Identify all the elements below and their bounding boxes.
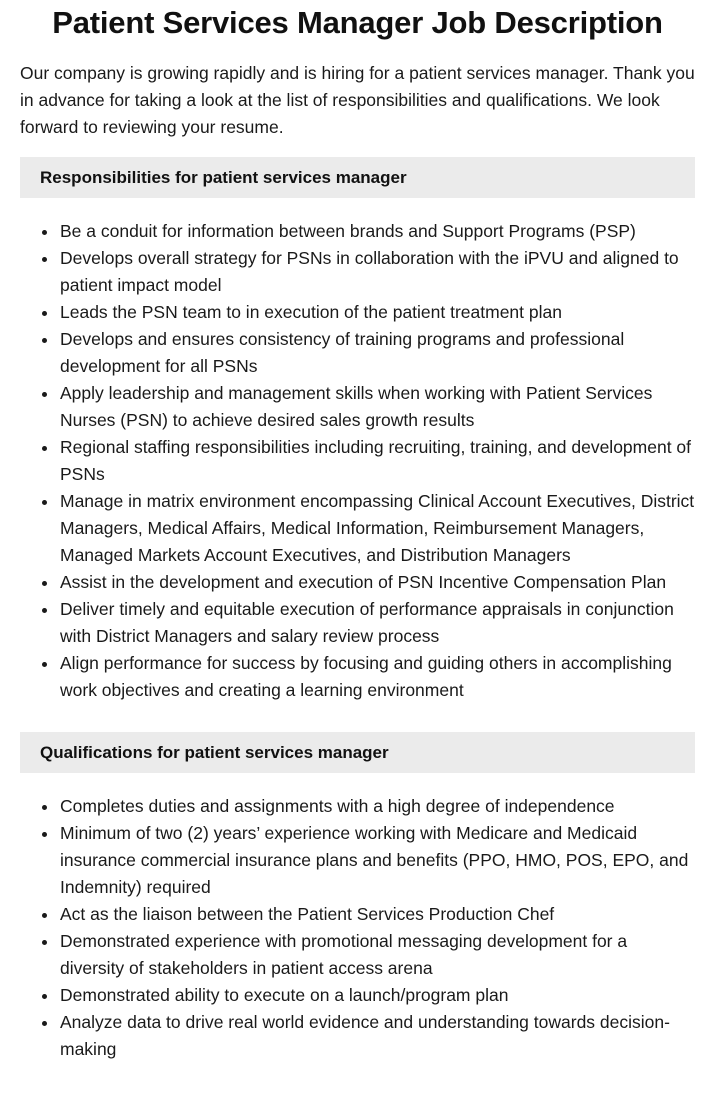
list-item: Develops and ensures consistency of training programs and professional development for all PSNs <box>60 326 695 380</box>
list-item: Assist in the development and execution of PSN Incentive Compensation Plan <box>60 569 695 596</box>
list-item: Leads the PSN team to in execution of the patient treatment plan <box>60 299 695 326</box>
list-item: Act as the liaison between the Patient Services Production Chef <box>60 901 695 928</box>
list-item: Be a conduit for information between brands and Support Programs (PSP) <box>60 218 695 245</box>
list-item: Demonstrated experience with promotional messaging development for a diversity of stakeholders in patient access arena <box>60 928 695 982</box>
list-item: Align performance for success by focusing and guiding others in accomplishing work objectives and creating a learning environment <box>60 650 695 704</box>
list-item: Minimum of two (2) years’ experience working with Medicare and Medicaid insurance commercial insurance plans and benefits (PPO, HMO, POS, EPO, and Indemnity) required <box>60 820 695 901</box>
list-item: Analyze data to drive real world evidence and understanding towards decision-making <box>60 1009 695 1063</box>
intro-paragraph: Our company is growing rapidly and is hiring for a patient services manager. Thank you in advance for taking a look at the list of responsibilities and qualifications. We look forward to reviewing your resume. <box>20 63 695 137</box>
list-item: Apply leadership and management skills when working with Patient Services Nurses (PSN) to achieve desired sales growth results <box>60 380 695 434</box>
responsibilities-heading: Responsibilities for patient services manager <box>20 157 695 198</box>
list-item: Regional staffing responsibilities including recruiting, training, and development of PSNs <box>60 434 695 488</box>
list-item: Completes duties and assignments with a high degree of independence <box>60 793 695 820</box>
list-item: Manage in matrix environment encompassing Clinical Account Executives, District Managers, Medical Affairs, Medical Information, Reimbursement Managers, Managed Markets Account Executives, and Distribution Managers <box>60 488 695 569</box>
page-title: Patient Services Manager Job Description <box>52 5 663 40</box>
qualifications-list <box>20 793 695 1063</box>
list-item: Deliver timely and equitable execution of performance appraisals in conjunction with District Managers and salary review process <box>60 596 695 650</box>
section-spacer <box>20 704 695 716</box>
list-item: Develops overall strategy for PSNs in collaboration with the iPVU and aligned to patient impact model <box>60 245 695 299</box>
list-item: Demonstrated ability to execute on a launch/program plan <box>60 982 695 1009</box>
responsibilities-list <box>20 218 695 704</box>
qualifications-heading: Qualifications for patient services manager <box>20 732 695 773</box>
